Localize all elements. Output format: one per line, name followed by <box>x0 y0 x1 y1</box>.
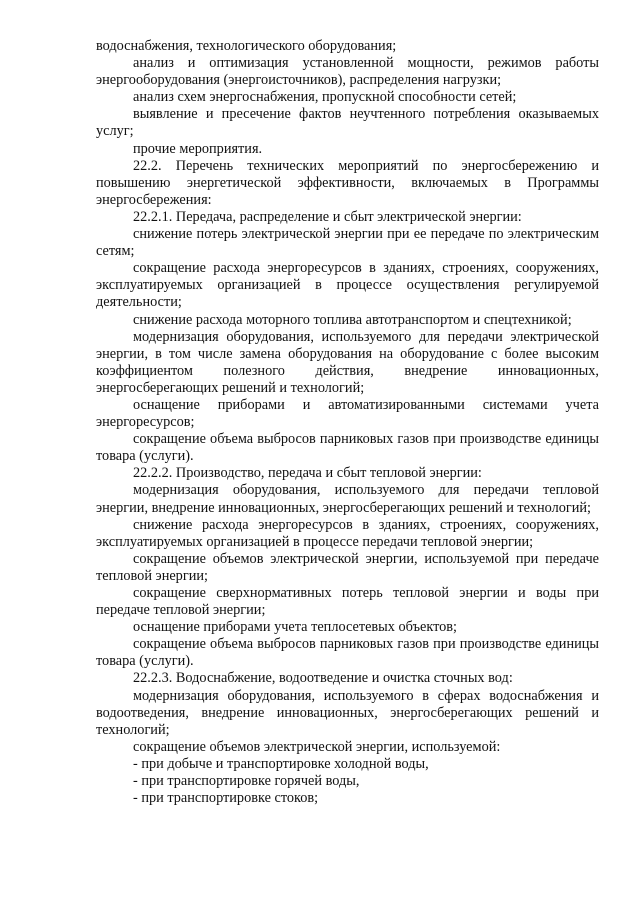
subsection-heading: 22.2.2. Производство, передача и сбыт тепловой энергии: <box>133 465 482 482</box>
list-item: - при транспортировке горячей воды, <box>133 773 360 790</box>
paragraph: оснащение приборами и автоматизированными системами учета энергоресурсов; <box>96 396 599 431</box>
paragraph: сокращение объема выбросов парниковых газов при производстве единицы товара (услуги). <box>96 431 599 465</box>
paragraph: модернизация оборудования, используемого для передачи тепловой энергии, внедрение инновационных, энергосберегающих решений и технологий; <box>96 482 599 516</box>
paragraph: сокращение сверхнормативных потерь тепловой энергии и воды при передаче тепловой энергии; <box>96 585 599 619</box>
paragraph: сокращение объемов электрической энергии, используемой: <box>133 738 501 755</box>
list-item: - при транспортировке стоков; <box>133 790 319 807</box>
section-heading: 22.2. Перечень технических мероприятий по энергосбережению и повышению энергетической эффективности, включаемых в Программы энергосбережения: <box>96 157 599 208</box>
subsection-heading: 22.2.1. Передача, распределение и сбыт электрической энергии: <box>133 208 522 225</box>
paragraph: анализ схем энергоснабжения, пропускной способности сетей; <box>133 89 517 106</box>
paragraph: снижение расхода моторного топлива автотранспортом и спецтехникой; <box>133 311 572 328</box>
paragraph: оснащение приборами учета теплосетевых объектов; <box>133 619 458 636</box>
paragraph: прочие мероприятия. <box>133 140 263 157</box>
paragraph: сокращение объема выбросов парниковых газов при производстве единицы товара (услуги). <box>96 636 599 670</box>
paragraph: водоснабжения, технологического оборудования; <box>96 38 397 54</box>
document-page <box>96 38 599 807</box>
subsection-heading: 22.2.3. Водоснабжение, водоотведение и очистка сточных вод: <box>133 670 513 687</box>
paragraph: сокращение объемов электрической энергии, используемой при передаче тепловой энергии; <box>96 550 599 584</box>
paragraph: модернизация оборудования, используемого в сферах водоснабжения и водоотведения, внедрение инновационных, энергосберегающих решений и технологий; <box>96 687 599 738</box>
paragraph: выявление и пресечение фактов неучтенного потребления оказываемых услуг; <box>96 106 599 140</box>
list-item: - при добыче и транспортировке холодной воды, <box>133 755 429 772</box>
paragraph: модернизация оборудования, используемого для передачи электрической энергии, в том числе замена оборудования на оборудование с более высоким коэффициентом полезного действия, внедрение инновационных, энергосберегающих решений и технологий; <box>96 328 599 396</box>
paragraph: анализ и оптимизация установленной мощности, режимов работы энергооборудования (энергоисточников), распределения нагрузки; <box>96 55 599 89</box>
paragraph: снижение расхода энергоресурсов в зданиях, строениях, сооружениях, эксплуатируемых организацией в процессе передачи тепловой энергии; <box>96 516 599 550</box>
paragraph: сокращение расхода энергоресурсов в зданиях, строениях, сооружениях, эксплуатируемых организацией в процессе осуществления регулируемой деятельности; <box>96 260 599 311</box>
paragraph: снижение потерь электрической энергии при ее передаче по электрическим сетям; <box>96 226 599 260</box>
